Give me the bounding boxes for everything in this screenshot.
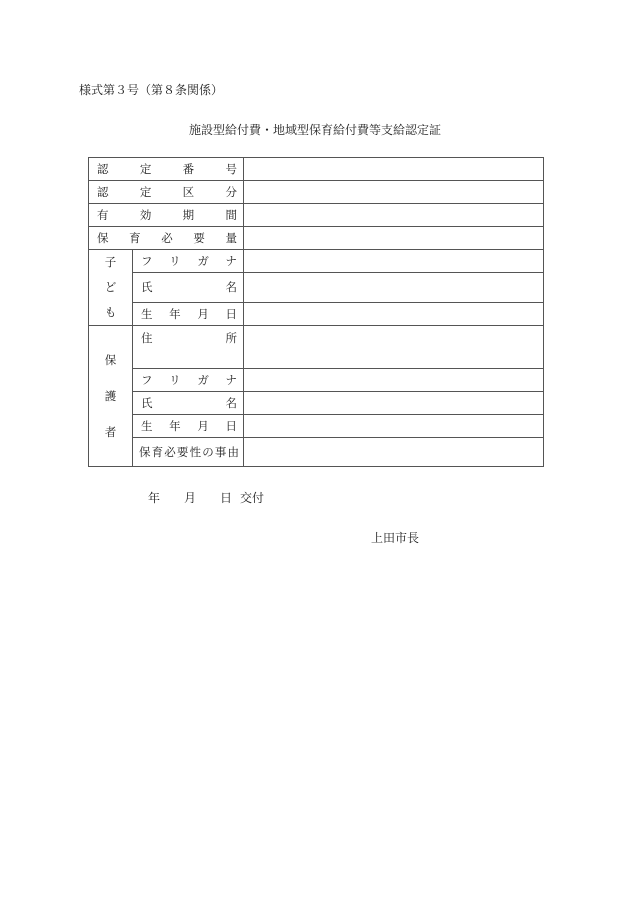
value-guardian-address[interactable] [244, 326, 544, 369]
value-validity-period[interactable] [244, 204, 544, 227]
row-certification-number [89, 158, 544, 181]
issue-day-label: 日 [220, 491, 233, 505]
label-child-name: 氏 名 [133, 273, 244, 302]
issue-month-label: 月 [184, 491, 197, 505]
value-childcare-amount[interactable] [244, 227, 544, 250]
row-validity-period [89, 204, 544, 227]
group-child-char: も [104, 305, 117, 319]
label-guardian-birthdate: 生 年 月 日 [133, 415, 244, 438]
value-certification-number[interactable] [244, 158, 544, 181]
group-label-guardian [89, 326, 133, 467]
group-child-char: ど [104, 280, 117, 294]
value-guardian-reason[interactable] [244, 438, 544, 467]
row-certification-category [89, 181, 544, 204]
label-guardian-name: 氏 名 [133, 392, 244, 415]
group-child-char: 子 [104, 255, 117, 269]
value-child-furigana[interactable] [244, 250, 544, 273]
document-title: 施設型給付費・地域型保育給付費等支給認定証 [188, 123, 441, 137]
issuer-signature: 上田市長 [371, 531, 420, 545]
value-child-name[interactable] [244, 273, 544, 302]
row-guardian-birthdate [89, 415, 544, 438]
row-guardian-address [89, 326, 544, 369]
row-child-furigana [89, 250, 544, 273]
value-guardian-name[interactable] [244, 392, 544, 415]
row-child-birthdate [89, 302, 544, 325]
label-validity-period: 有 効 期 間 [89, 204, 244, 227]
issue-year-label: 年 [148, 491, 161, 505]
label-child-birthdate: 生 年 月 日 [133, 302, 244, 325]
value-guardian-birthdate[interactable] [244, 415, 544, 438]
issue-date-line [148, 489, 264, 506]
label-guardian-furigana: フ リ ガ ナ [133, 369, 244, 392]
label-childcare-amount: 保 育 必 要 量 [89, 227, 244, 250]
label-certification-number: 認 定 番 号 [89, 158, 244, 181]
label-guardian-reason: 保育必要性の事由 [133, 438, 244, 467]
value-guardian-furigana[interactable] [244, 369, 544, 392]
row-childcare-amount [89, 227, 544, 250]
group-guardian-char: 者 [104, 425, 117, 439]
row-guardian-name [89, 392, 544, 415]
row-guardian-furigana [89, 369, 544, 392]
form-number: 様式第３号（第８条関係） [79, 83, 224, 97]
row-guardian-reason [89, 438, 544, 467]
label-child-furigana: フ リ ガ ナ [133, 250, 244, 273]
value-child-birthdate[interactable] [244, 302, 544, 325]
label-guardian-address: 住 所 [133, 326, 244, 369]
group-label-child [89, 250, 133, 326]
certificate-table [88, 157, 544, 467]
group-guardian-char: 護 [104, 389, 117, 403]
group-guardian-char: 保 [104, 353, 117, 367]
row-child-name [89, 273, 544, 302]
issue-label: 交付 [240, 491, 265, 505]
value-certification-category[interactable] [244, 181, 544, 204]
label-certification-category: 認 定 区 分 [89, 181, 244, 204]
